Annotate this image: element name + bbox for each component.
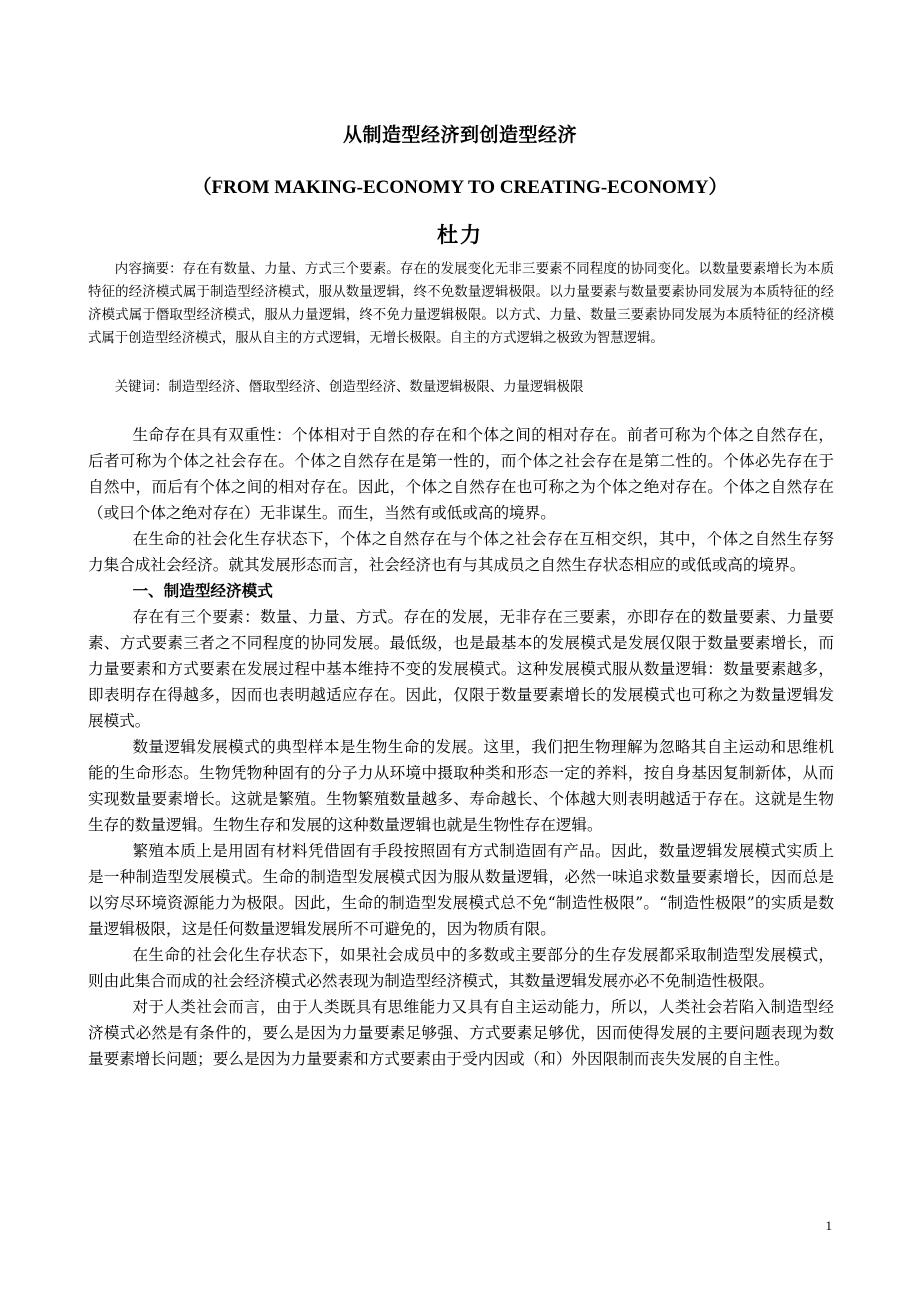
section-heading: 一、制造型经济模式 [132,581,273,600]
body-paragraph: 在生命的社会化生存状态下，如果社会成员中的多数或主要部分的生存发展都采取制造型发展模式，则由此集合而成的社会经济模式必然表现为制造型经济模式，其数量逻辑发展亦必不免制造性极限。 [88,946,834,990]
body-paragraph: 存在有三个要素：数量、力量、方式。存在的发展，无非存在三要素，亦即存在的数量要素、力量要素、方式要素三者之不同程度的协同发展。最低级，也是最基本的发展模式是发展仅限于数量要素增长，而力量要素和方式要素在发展过程中基本维持不变的发展模式。这种发展模式服从数量逻辑：数量要素越多，即表明存在得越多，因而也表明越适应存在。因此，仅限于数量要素增长的发展模式也可称之为数量逻辑发展模式。 [88,608,834,730]
body-paragraph: 对于人类社会而言，由于人类既具有思维能力又具有自主运动能力，所以，人类社会若陷入制造型经济模式必然是有条件的，要么是因为力量要素足够强、方式要素足够优，因而使得发展的主要问题表现为数量要素增长问题；要么是因为力量要素和方式要素由于受内因或（和）外因限制而丧失发展的自主性。 [88,998,834,1068]
body-paragraph: 生命存在具有双重性：个体相对于自然的存在和个体之间的相对存在。前者可称为个体之自然存在，后者可称为个体之社会存在。个体之自然存在是第一性的，而个体之社会存在是第二性的。个体必先存在于自然中，而后有个体之间的相对存在。因此，个体之自然存在也可称之为个体之绝对存在。个体之自然存在（或曰个体之绝对存在）无非谋生。而生，当然有或低或高的境界。 [88,426,834,522]
author-name: 杜力 [437,222,483,247]
keywords: 关键词：制造型经济、僭取型经济、创造型经济、数量逻辑极限、力量逻辑极限 [114,380,584,395]
body-paragraph: 在生命的社会化生存状态下，个体之自然存在与个体之社会存在互相交织，其中，个体之自然生存努力集合成社会经济。就其发展形态而言，社会经济也有与其成员之自然生存状态相应的或低或高的境界。 [88,530,834,574]
body-text [88,422,834,1072]
body-paragraph: 数量逻辑发展模式的典型样本是生物生命的发展。这里，我们把生物理解为忽略其自主运动和思维机能的生命形态。生物凭物种固有的分子力从环境中摄取种类和形态一定的养料，按自身基因复制新体，从而实现数量要素增长。这就是繁殖。生物繁殖数量越多、寿命越长、个体越大则表明越适于存在。这就是生物生存的数量逻辑。生物生存和发展的这种数量逻辑也就是生物性存在逻辑。 [88,738,834,834]
page-number: 1 [825,1218,832,1233]
abstract: 内容摘要：存在有数量、力量、方式三个要素。存在的发展变化无非三要素不同程度的协同变化。以数量要素增长为本质特征的经济模式属于制造型经济模式，服从数量逻辑，终不免数量逻辑极限。以力量要素与数量要素协同发展为本质特征的经济模式属于僭取型经济模式，服从力量逻辑，终不免力量逻辑极限。以方式、力量、数量三要素协同发展为本质特征的经济模式属于创造型经济模式，服从自主的方式逻辑，无增长极限。自主的方式逻辑之极致为智慧逻辑。 [88,262,834,346]
document-title: 从制造型经济到创造型经济 [342,124,577,146]
body-paragraph: 繁殖本质上是用固有材料凭借固有手段按照固有方式制造固有产品。因此，数量逻辑发展模式实质上是一种制造型发展模式。生命的制造型发展模式因为服从数量逻辑，必然一味追求数量要素增长，因而总是以穷尽环境资源能力为极限。因此，生命的制造型发展模式总不免“制造性极限”。“制造性极限”的实质是数量逻辑极限，这是任何数量逻辑发展所不可避免的，因为物质有限。 [88,842,834,938]
document-subtitle: （FROM MAKING-ECONOMY TO CREATING-ECONOMY） [192,177,728,198]
